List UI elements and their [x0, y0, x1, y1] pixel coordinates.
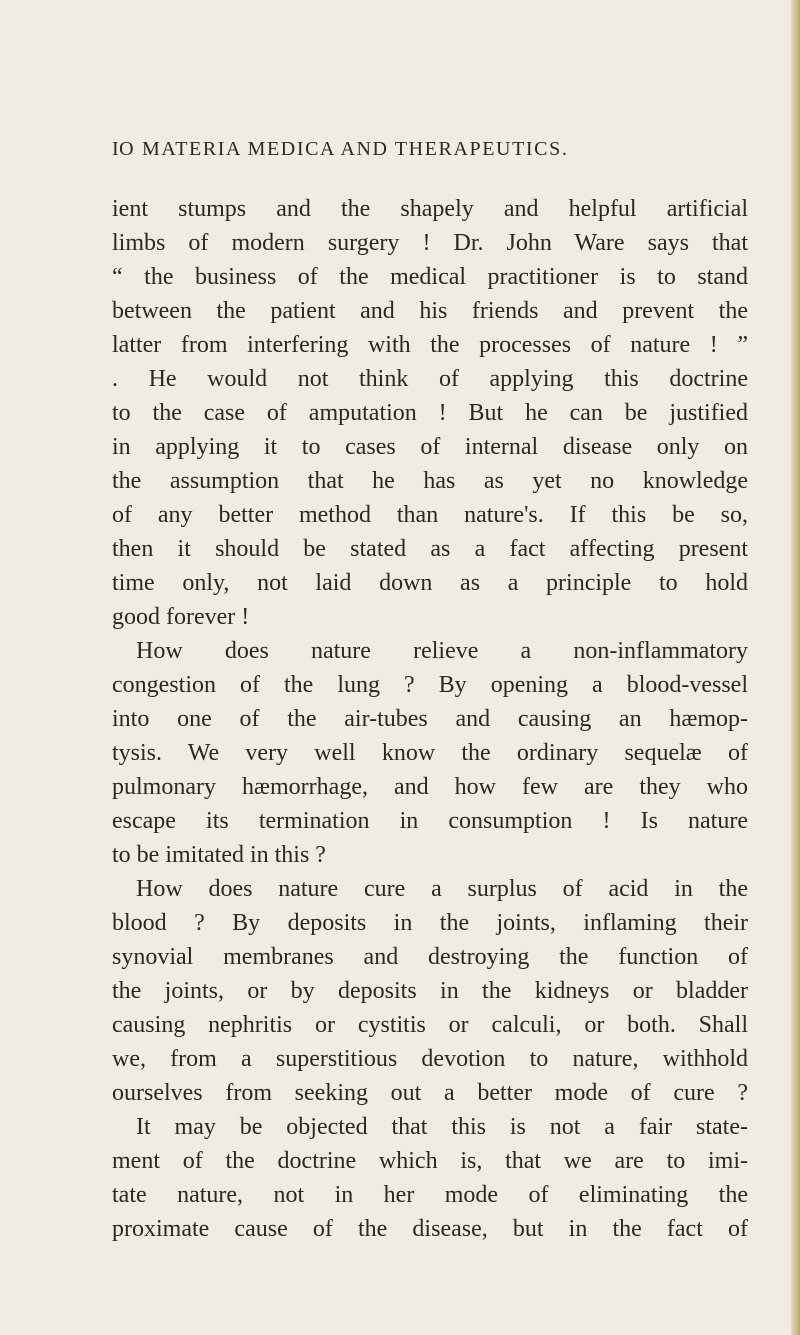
text-line: congestion of the lung ? By opening a blood-vessel	[112, 672, 748, 698]
text-line: into one of the air-tubes and causing an hæmop-	[112, 706, 748, 732]
text-line: “ the business of the medical practitioner is to stand	[112, 264, 748, 290]
text-line: synovial membranes and destroying the function of	[112, 944, 748, 970]
running-head	[112, 138, 632, 168]
text-line: we, from a superstitious devotion to nature, withhold	[112, 1046, 748, 1072]
text-line: limbs of modern surgery ! Dr. John Ware says that	[112, 230, 748, 256]
text-line: ment of the doctrine which is, that we are to imi-	[112, 1148, 748, 1174]
text-line: between the patient and his friends and prevent the	[112, 298, 748, 324]
text-line: escape its termination in consumption ! Is nature	[112, 808, 748, 834]
text-line: tysis. We very well know the ordinary sequelæ of	[112, 740, 748, 766]
text-line: blood ? By deposits in the joints, inflaming their	[112, 910, 748, 936]
body-text	[112, 192, 748, 1246]
page-edge	[791, 0, 800, 1335]
text-line: causing nephritis or cystitis or calculi, or both. Shall	[112, 1012, 748, 1038]
text-line: pulmonary hæmorrhage, and how few are they who	[112, 774, 748, 800]
text-line: latter from interfering with the processes of nature ! ”	[112, 332, 748, 358]
text-line: then it should be stated as a fact affecting present	[112, 536, 748, 562]
text-line: of any better method than nature's. If this be so,	[112, 502, 748, 528]
text-line: . He would not think of applying this doctrine	[112, 366, 748, 392]
text-line: tate nature, not in her mode of eliminating the	[112, 1182, 748, 1208]
text-line: ient stumps and the shapely and helpful artificial	[112, 196, 748, 222]
text-line: It may be objected that this is not a fair state-	[136, 1114, 748, 1140]
text-line: the joints, or by deposits in the kidneys or bladder	[112, 978, 748, 1004]
text-line: How does nature relieve a non-inflammatory	[136, 638, 748, 664]
text-line: proximate cause of the disease, but in the fact of	[112, 1216, 748, 1242]
text-line: good forever !	[112, 604, 250, 630]
text-line: ourselves from seeking out a better mode of cure ?	[112, 1080, 748, 1106]
page-number: IO	[112, 138, 135, 160]
text-line: How does nature cure a surplus of acid in the	[136, 876, 748, 902]
text-line: to be imitated in this ?	[112, 842, 326, 868]
text-line: time only, not laid down as a principle to hold	[112, 570, 748, 596]
text-line: the assumption that he has as yet no knowledge	[112, 468, 748, 494]
text-line: to the case of amputation ! But he can be justified	[112, 400, 748, 426]
running-title: MATERIA MEDICA AND THERAPEUTICS.	[142, 138, 569, 160]
text-line: in applying it to cases of internal disease only on	[112, 434, 748, 460]
